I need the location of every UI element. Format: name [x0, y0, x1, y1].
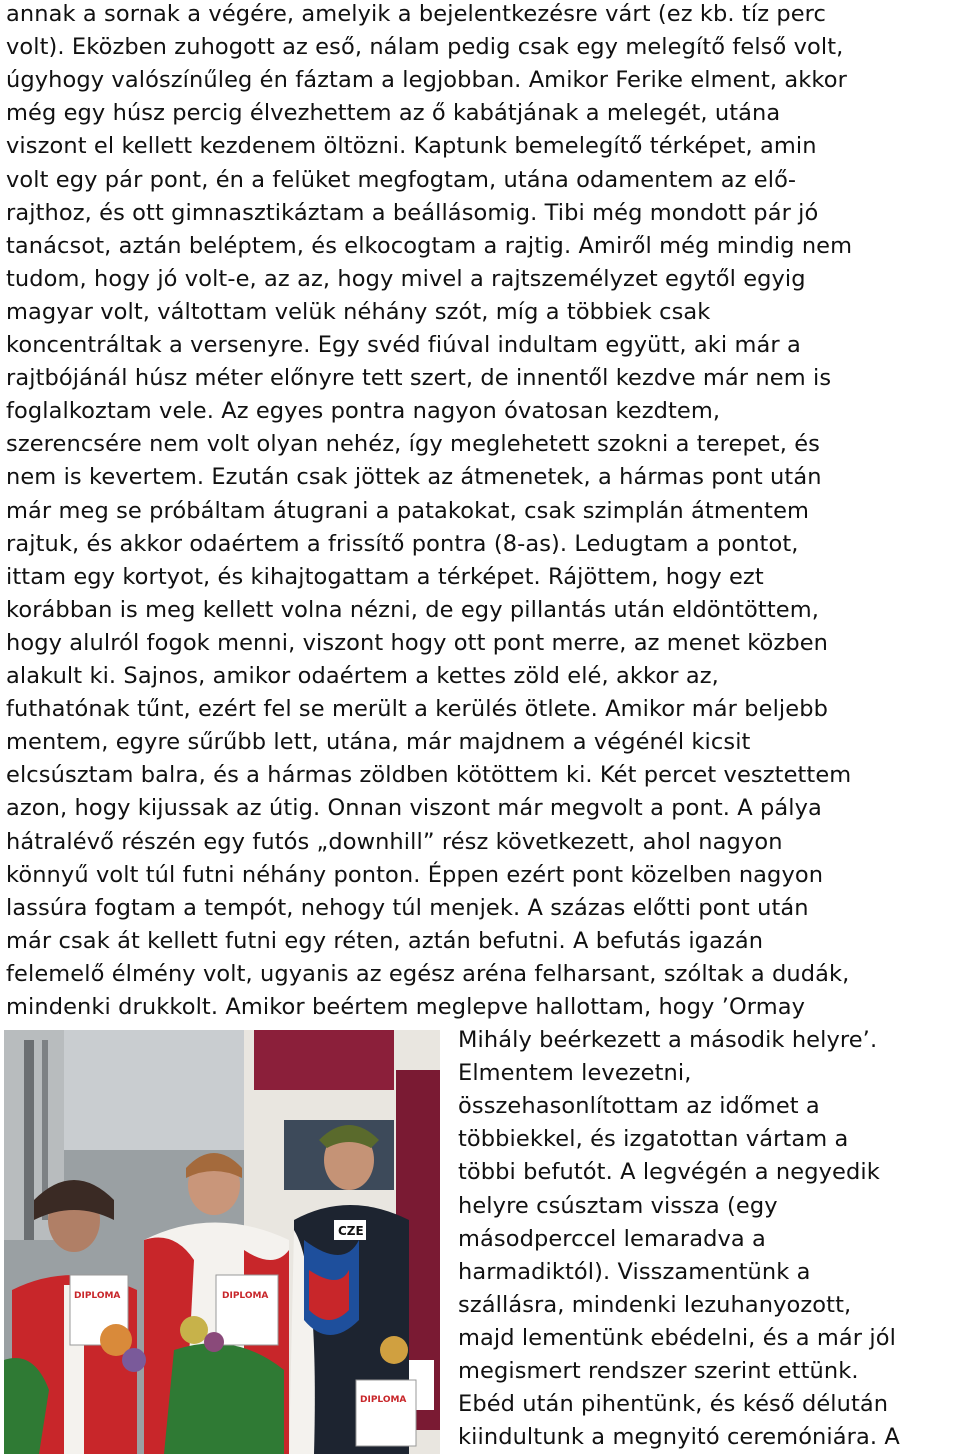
text-line: mentem, egyre sűrűbb lett, utána, már majdnem a végénél kicsit	[6, 729, 751, 756]
podium-photo	[4, 1030, 440, 1454]
side-text-line: harmadiktól). Visszamentünk a	[458, 1258, 811, 1285]
side-text-line: kiindultunk a megnyitó ceremóniára. A	[458, 1424, 900, 1451]
text-line: volt). Eközben zuhogott az eső, nálam pedig csak egy melegítő felső volt,	[6, 34, 844, 61]
side-text-line: megismert rendszer szerint ettünk.	[458, 1358, 859, 1384]
side-text-line: többi befutót. A legvégén a negyedik	[458, 1159, 880, 1186]
diploma-right-label: DIPLOMA	[360, 1395, 407, 1405]
text-line: hogy alulról fogok menni, viszont hogy ott pont merre, az menet közben	[6, 629, 829, 656]
side-text-line: majd lementünk ebédelni, és a már jól	[458, 1324, 896, 1351]
podium-photo-drawing	[4, 1030, 440, 1454]
side-text-line: Elmentem levezetni,	[458, 1060, 692, 1087]
side-text-line: helyre csúsztam vissza (egy	[458, 1192, 778, 1219]
text-line: rajtbójánál húsz méter előnyre tett szert, de innentől kezdve már nem is	[6, 365, 832, 392]
text-line: futhatónak tűnt, ezért fel se merült a kerülés ötlete. Amikor már beljebb	[6, 696, 828, 723]
text-line: alakult ki. Sajnos, amikor odaértem a kettes zöld elé, akkor az,	[6, 663, 719, 689]
text-line: volt egy pár pont, én a felüket megfogtam, utána odamentem az elő-	[6, 166, 797, 193]
text-line: hátralévő részén egy futós „downhill” rész következett, ahol nagyon	[6, 828, 783, 855]
text-line: korábban is meg kellett volna nézni, de egy pillantás után eldöntöttem,	[6, 596, 819, 623]
side-text-line: szállásra, mindenki lezuhanyozott,	[458, 1291, 852, 1318]
text-line: elcsúsztam balra, és a hármas zöldben kötöttem ki. Két percet vesztettem	[6, 762, 852, 789]
text-line: már csak át kellett futni egy réten, aztán befutni. A befutás igazán	[6, 927, 764, 954]
text-line: rajtuk, és akkor odaértem a frissítő pontra (8-as). Ledugtam a pontot,	[6, 530, 799, 557]
text-line: azon, hogy kijussak az útig. Onnan viszont már megvolt a pont. A pálya	[6, 795, 822, 822]
text-line: mindenki drukkolt. Amikor beértem meglepve hallottam, hogy ’Ormay	[6, 994, 806, 1020]
bib-label: CZE	[338, 1224, 364, 1238]
text-line: úgyhogy valószínűleg én fáztam a legjobban. Amikor Ferike elment, akkor	[6, 67, 847, 94]
text-line: rajthoz, és ott gimnasztikáztam a beállásomig. Tibi még mondott pár jó	[6, 199, 819, 226]
text-line: még egy húsz percig élvezhettem az ő kabátjának a melegét, utána	[6, 100, 781, 127]
side-text-line: Ebéd után pihentünk, és késő délután	[458, 1391, 889, 1418]
text-line: lassúra fogtam a tempót, nehogy túl menjek. A százas előtti pont után	[6, 894, 809, 921]
text-line: tudom, hogy jó volt-e, az az, hogy mivel a rajtszemélyzet egytől egyig	[6, 265, 806, 292]
text-line: tanácsot, aztán beléptem, és elkocogtam a rajtig. Amiről még mindig nem	[6, 232, 853, 259]
text-line: már meg se próbáltam átugrani a patakokat, csak szimplán átmentem	[6, 497, 810, 524]
diploma-left-label: DIPLOMA	[74, 1291, 121, 1301]
text-line: viszont el kellett kezdenem öltözni. Kaptunk bemelegítő térképet, amin	[6, 133, 817, 160]
side-text-line: összehasonlítottam az időmet a	[458, 1093, 820, 1120]
text-line: ittam egy kortyot, és kihajtogattam a térképet. Rájöttem, hogy ezt	[6, 563, 764, 590]
text-line: szerencsére nem volt olyan nehéz, így meglehetett szokni a terepet, és	[6, 431, 820, 458]
text-line: nem is kevertem. Ezután csak jöttek az átmenetek, a hármas pont után	[6, 464, 822, 491]
text-line: annak a sornak a végére, amelyik a bejelentkezésre várt (ez kb. tíz perc	[6, 1, 827, 27]
text-line: foglalkoztam vele. Az egyes pontra nagyon óvatosan kezdtem,	[6, 398, 721, 425]
text-line: magyar volt, váltottam velük néhány szót, míg a többiek csak	[6, 298, 711, 325]
side-text-line: többiekkel, és izgatottan vártam a	[458, 1126, 849, 1153]
side-text-line: Mihály beérkezett a második helyre’.	[458, 1027, 878, 1053]
text-line: könnyű volt túl futni néhány ponton. Éppen ezért pont közelben nagyon	[6, 861, 824, 888]
diploma-middle-label: DIPLOMA	[222, 1291, 269, 1301]
side-text-line: másodperccel lemaradva a	[458, 1225, 766, 1252]
text-line: felemelő élmény volt, ugyanis az egész aréna felharsant, szóltak a dudák,	[6, 960, 850, 987]
text-line: koncentráltak a versenyre. Egy svéd fiúval indultam együtt, aki már a	[6, 332, 801, 358]
